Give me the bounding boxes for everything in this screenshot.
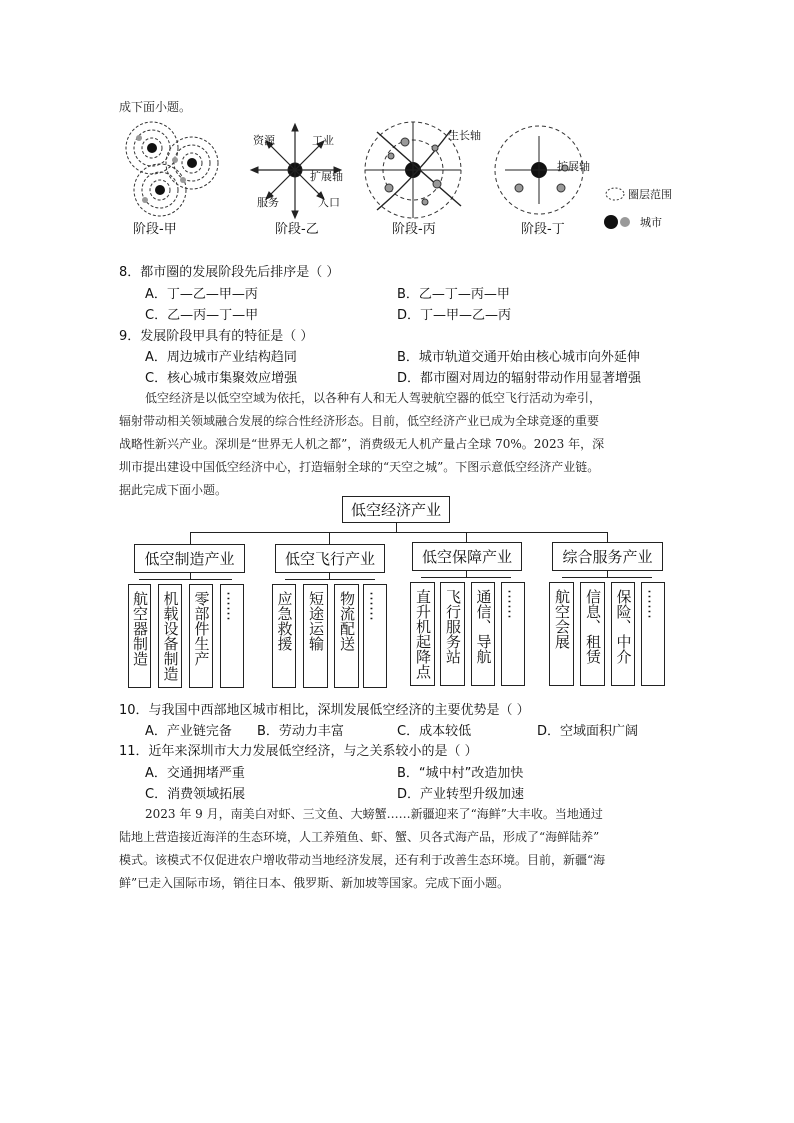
intro-tail: 成下面小题。 bbox=[119, 100, 192, 114]
item-communication-navigation: 通信、导航 bbox=[471, 582, 495, 686]
q8-option-d[interactable]: D．丁—甲—乙—丙 bbox=[397, 308, 512, 323]
q10-option-b[interactable]: B．劳动力丰富 bbox=[257, 724, 344, 739]
q9-option-c[interactable]: C．核心城市集聚效应增强 bbox=[145, 371, 298, 386]
item-flight-service-station: 飞行服务站 bbox=[440, 582, 465, 686]
q9-option-b[interactable]: B．城市轨道交通开始由核心城市向外延伸 bbox=[397, 350, 640, 365]
q11-stem: 11．近年来深圳市大力发展低空经济，与之关系较小的是（ ） bbox=[119, 744, 478, 759]
q10-option-d[interactable]: D．空域面积广阔 bbox=[537, 724, 639, 739]
passage-low-altitude: 低空经济是以低空空域为依托，以各种有人和无人驾驶航空器的低空飞行活动为牵引， 辐射带动相关领域融合发展的综合性经济形态。目前，低空经济产业已成为全球竞逐的重要 战略性新兴产业。深圳是“世界无人机之都”，消费级无人机产量占全球 70%。2023 年，深 圳市提出建设中国低空经济中心，打造辐射全球的“天空之城”。下图示意低空经济产业链。 据此完成下面小题。 bbox=[119, 391, 605, 497]
diagram-legend bbox=[604, 188, 630, 229]
label-industry: 工业 bbox=[312, 134, 334, 147]
q10-option-c[interactable]: C．成本较低 bbox=[397, 724, 472, 739]
group-services: 综合服务产业 bbox=[552, 542, 663, 571]
item-information-leasing: 信息、租赁 bbox=[580, 582, 605, 686]
q9-option-a[interactable]: A．周边城市产业结构趋同 bbox=[145, 350, 297, 365]
label-growth-axis: 生长轴 bbox=[448, 129, 481, 142]
legend-city-label: 城市 bbox=[640, 216, 662, 229]
q11-option-b[interactable]: B．“城中村”改造加快 bbox=[397, 766, 524, 781]
item-support-more: …… bbox=[501, 582, 525, 686]
item-aircraft-manufacturing: 航空器制造 bbox=[128, 584, 151, 688]
stage-c-label: 阶段-丙 bbox=[392, 222, 436, 237]
label-expansion-axis-d: 扩展轴 bbox=[557, 160, 590, 173]
chain-root: 低空经济产业 bbox=[342, 496, 450, 523]
q9-option-d[interactable]: D．都市圈对周边的辐射带动作用显著增强 bbox=[397, 371, 642, 386]
item-services-more: …… bbox=[641, 582, 665, 686]
group-support: 低空保障产业 bbox=[412, 542, 522, 571]
q8-option-c[interactable]: C．乙—丙—丁—甲 bbox=[145, 308, 259, 323]
stage-b-label: 阶段-乙 bbox=[275, 222, 319, 237]
group-flight: 低空飞行产业 bbox=[275, 544, 385, 573]
label-expansion-axis: 扩展轴 bbox=[310, 170, 343, 183]
q8-option-a[interactable]: A．丁—乙—甲—丙 bbox=[145, 287, 258, 302]
q11-option-d[interactable]: D．产业转型升级加速 bbox=[397, 787, 525, 802]
item-parts-production: 零部件生产 bbox=[189, 584, 213, 688]
stage-d-label: 阶段-丁 bbox=[521, 222, 565, 237]
q11-option-a[interactable]: A．交通拥堵严重 bbox=[145, 766, 245, 781]
item-helipad: 直升机起降点 bbox=[410, 582, 435, 686]
legend-range-label: 圈层范围 bbox=[628, 188, 672, 201]
q9-stem: 9．发展阶段甲具有的特征是（ ） bbox=[119, 329, 314, 344]
stage-a-label: 阶段-甲 bbox=[133, 222, 177, 237]
item-manufacturing-more: …… bbox=[220, 584, 244, 688]
stage-a-figure bbox=[126, 122, 218, 216]
stage-c-figure bbox=[365, 122, 461, 218]
label-resource: 资源 bbox=[253, 134, 275, 147]
label-service: 服务 bbox=[257, 196, 279, 209]
item-emergency-rescue: 应急救援 bbox=[272, 584, 296, 688]
q11-option-c[interactable]: C．消费领域拓展 bbox=[145, 787, 246, 802]
q10-stem: 10．与我国中西部地区城市相比，深圳发展低空经济的主要优势是（ ） bbox=[119, 703, 530, 718]
group-manufacturing: 低空制造产业 bbox=[134, 544, 245, 573]
q8-option-b[interactable]: B．乙—丁—丙—甲 bbox=[397, 287, 510, 302]
q8-stem: 8．都市圈的发展阶段先后排序是（ ） bbox=[119, 265, 340, 280]
item-insurance-agency: 保险、中介 bbox=[611, 582, 635, 686]
item-logistics: 物流配送 bbox=[334, 584, 359, 688]
label-population: 人口 bbox=[318, 196, 340, 209]
item-aviation-exhibition: 航空会展 bbox=[549, 582, 574, 686]
item-flight-more: …… bbox=[363, 584, 387, 688]
item-short-transport: 短途运输 bbox=[303, 584, 328, 688]
q10-option-a[interactable]: A．产业链完备 bbox=[145, 724, 232, 739]
item-airborne-equipment: 机载设备制造 bbox=[158, 584, 182, 688]
passage-xinjiang-seafood: 2023 年 9 月，南美白对虾、三文鱼、大螃蟹……新疆迎来了“海鲜”大丰收。当地通过 陆地上营造接近海洋的生态环境，人工养殖鱼、虾、蟹、贝各式海产品，形成了“海鲜陆养” 模式。该模式不仅促进农户增收带动当地经济发展，还有利于改善生态环境。目前，新疆“海 鲜”已走入国际市场，销往日本、俄罗斯、新加坡等国家。完成下面小题。 bbox=[119, 807, 606, 890]
